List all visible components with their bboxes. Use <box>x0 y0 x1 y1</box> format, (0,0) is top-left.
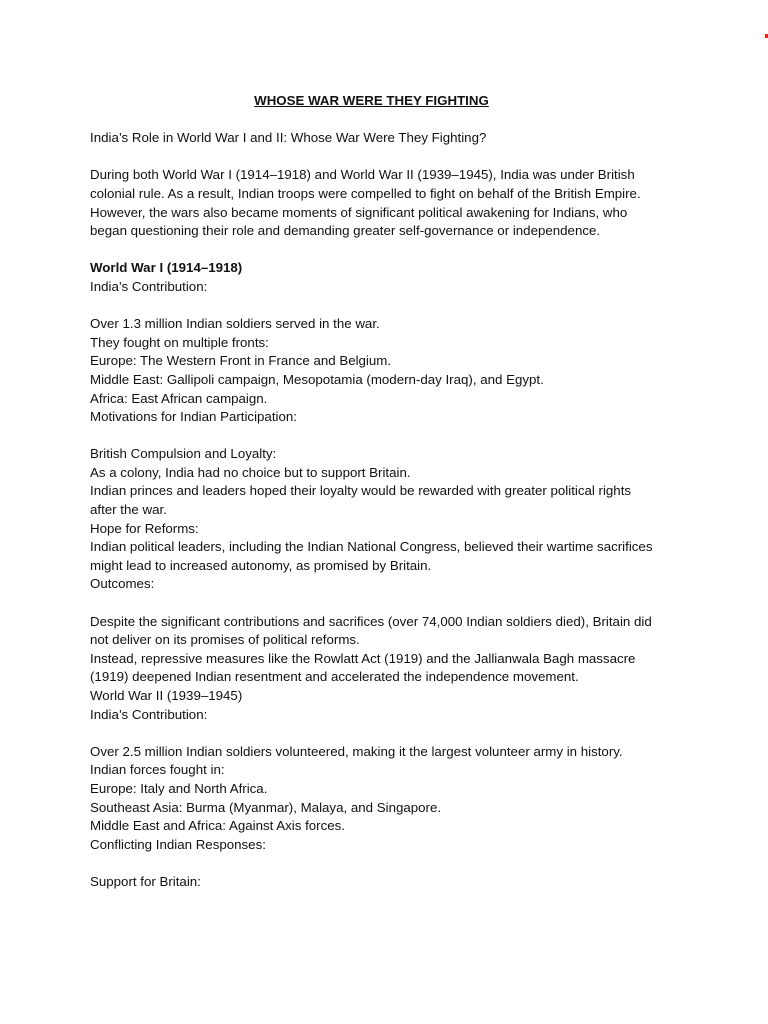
ww2-contribution-line: Indian forces fought in: <box>90 762 225 778</box>
ww1-motivation-line: Outcomes: <box>90 576 155 592</box>
ww1-section <box>90 259 690 724</box>
document-title: WHOSE WAR WERE THEY FIGHTING <box>254 93 489 108</box>
ww1-outcome-line: Despite the significant contributions and sacrifices (over 74,000 Indian soldiers died), Britain did <box>90 613 652 629</box>
paragraph-gap <box>90 724 690 743</box>
ww2-heading: World War II (1939–1945) <box>90 688 243 703</box>
ww1-outcome-line: Instead, repressive measures like the Rowlatt Act (1919) and the Jallianwala Bagh massacre <box>90 650 636 666</box>
ww1-motivation-line: As a colony, India had no choice but to support Britain. <box>90 464 411 480</box>
ww1-outcome-line: not deliver on its promises of political reforms. <box>90 632 360 648</box>
ww1-motivation-line: Indian political leaders, including the Indian National Congress, believed their wartime sacrifices <box>90 539 653 555</box>
ww1-contribution-line: Motivations for Indian Participation: <box>90 409 297 425</box>
paragraph-gap <box>90 148 690 167</box>
paragraph-gap <box>90 594 690 613</box>
ww2-contribution-line: Europe: Italy and North Africa. <box>90 780 268 796</box>
intro-paragraph <box>90 166 690 240</box>
ww1-contribution-label: India’s Contribution: <box>90 278 208 294</box>
ww1-motivation-line: after the war. <box>90 502 167 518</box>
document-body <box>90 92 690 892</box>
ww1-contribution-line: Africa: East African campaign. <box>90 390 268 406</box>
ww2-contribution-line: Middle East and Africa: Against Axis forces. <box>90 818 345 834</box>
ww2-contribution-line: Conflicting Indian Responses: <box>90 836 266 852</box>
ww1-contribution-line: Over 1.3 million Indian soldiers served in the war. <box>90 316 380 332</box>
ww2-contribution-line: Over 2.5 million Indian soldiers volunteered, making it the largest volunteer army in history. <box>90 743 623 759</box>
ww2-section <box>90 743 690 892</box>
paragraph-gap <box>90 427 690 446</box>
ww1-motivation-line: might lead to increased autonomy, as promised by Britain. <box>90 557 432 573</box>
intro-line: During both World War I (1914–1918) and World War II (1939–1945), India was under British <box>90 167 635 183</box>
paragraph-gap <box>90 297 690 316</box>
document-subtitle: India’s Role in World War I and II: Whose War Were They Fighting? <box>90 130 487 146</box>
ww2-support-label: Support for Britain: <box>90 873 201 889</box>
intro-line: However, the wars also became moments of significant political awakening for Indians, who <box>90 204 628 220</box>
paragraph-gap <box>90 241 690 260</box>
ww1-motivation-line: British Compulsion and Loyalty: <box>90 446 277 462</box>
ww1-contribution-line: They fought on multiple fronts: <box>90 334 269 350</box>
ww1-contribution-line: Europe: The Western Front in France and Belgium. <box>90 353 392 369</box>
ww1-motivation-line: Indian princes and leaders hoped their loyalty would be rewarded with greater political rights <box>90 483 632 499</box>
ww1-outcome-line: (1919) deepened Indian resentment and accelerated the independence movement. <box>90 669 579 685</box>
intro-line: began questioning their role and demanding greater self-governance or independence. <box>90 223 601 239</box>
paragraph-gap <box>90 854 690 873</box>
ww1-contribution-line: Middle East: Gallipoli campaign, Mesopotamia (modern-day Iraq), and Egypt. <box>90 371 544 387</box>
ww2-contribution-line: Southeast Asia: Burma (Myanmar), Malaya, and Singapore. <box>90 799 442 815</box>
ww1-motivation-line: Hope for Reforms: <box>90 520 199 536</box>
ww2-contribution-label: India’s Contribution: <box>90 706 208 722</box>
ww1-heading: World War I (1914–1918) <box>90 260 243 276</box>
intro-line: colonial rule. As a result, Indian troops were compelled to fight on behalf of the British Empire. <box>90 185 641 201</box>
